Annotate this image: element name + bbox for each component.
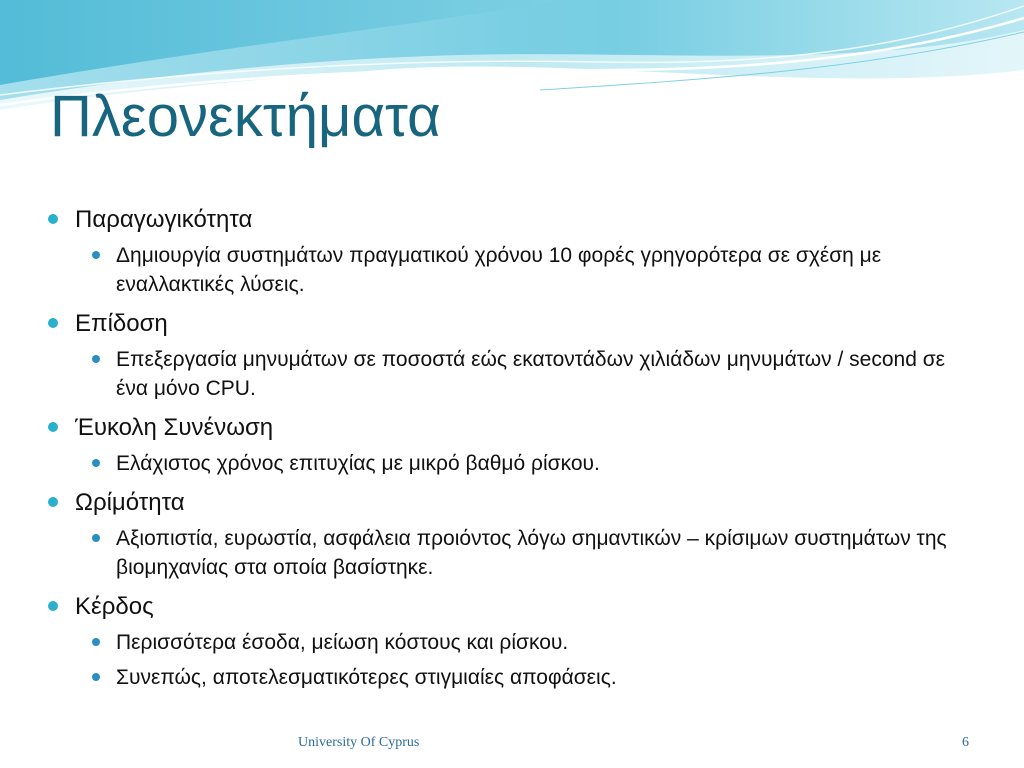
bullet-dot-icon — [48, 422, 58, 432]
sub-bullet-item — [40, 241, 980, 299]
bullet-dot-icon — [48, 497, 58, 507]
sub-bullet-item — [40, 345, 980, 403]
footer-text: University Of Cyprus — [298, 735, 420, 750]
sub-bullet-text: Συνεπώς, αποτελεσματικότερες στιγμιαίες αποφάσεις. — [116, 666, 617, 689]
bullet-item — [40, 488, 980, 518]
sub-bullet-item — [40, 449, 980, 478]
bullet-text: Κέρδος — [75, 593, 154, 620]
sub-bullet-text: Επεξεργασία μηνυμάτων σε ποσοστά εώς εκατοντάδων χιλιάδων μηνυμάτων / second σε ένα μόνο CPU. — [116, 348, 946, 400]
sub-bullet-dot-icon — [92, 251, 100, 259]
sub-bullet-item — [40, 628, 980, 657]
bullet-item — [40, 205, 980, 235]
sub-bullet-text: Δημιουργία συστημάτων πραγματικού χρόνου 10 φορές γρηγορότερα σε σχέση με εναλλακτικές λύσεις. — [116, 244, 882, 296]
bullet-text: Παραγωγικότητα — [75, 206, 253, 233]
sub-bullet-text: Αξιοπιστία, ευρωστία, ασφάλεια προιόντος λόγω σημαντικών – κρίσιμων συστημάτων της βιομηχανίας στα οποία βασίστηκε. — [116, 527, 947, 579]
sub-bullet-dot-icon — [92, 638, 100, 646]
sub-bullet-dot-icon — [92, 673, 100, 681]
sub-bullet-dot-icon — [92, 355, 100, 363]
sub-bullet-dot-icon — [92, 459, 100, 467]
slide-title: Πλεονεκτήματα — [50, 84, 441, 149]
sub-bullet-item — [40, 524, 980, 582]
bullet-item — [40, 592, 980, 622]
sub-bullet-text: Ελάχιστος χρόνος επιτυχίας με μικρό βαθμό ρίσκου. — [116, 452, 600, 475]
bullet-text: Έυκολη Συνένωση — [75, 414, 274, 441]
sub-bullet-text: Περισσότερα έσοδα, μείωση κόστους και ρίσκου. — [116, 631, 569, 654]
bullet-dot-icon — [48, 601, 58, 611]
bullet-item — [40, 309, 980, 339]
bullet-text: Ωρίμότητα — [75, 489, 185, 516]
bullet-dot-icon — [48, 214, 58, 224]
sub-bullet-item — [40, 663, 980, 692]
bullet-text: Επίδοση — [75, 310, 168, 337]
sub-bullet-dot-icon — [92, 534, 100, 542]
bullet-list — [40, 205, 980, 698]
bullet-dot-icon — [48, 318, 58, 328]
bullet-item — [40, 413, 980, 443]
page-number: 6 — [962, 735, 969, 750]
